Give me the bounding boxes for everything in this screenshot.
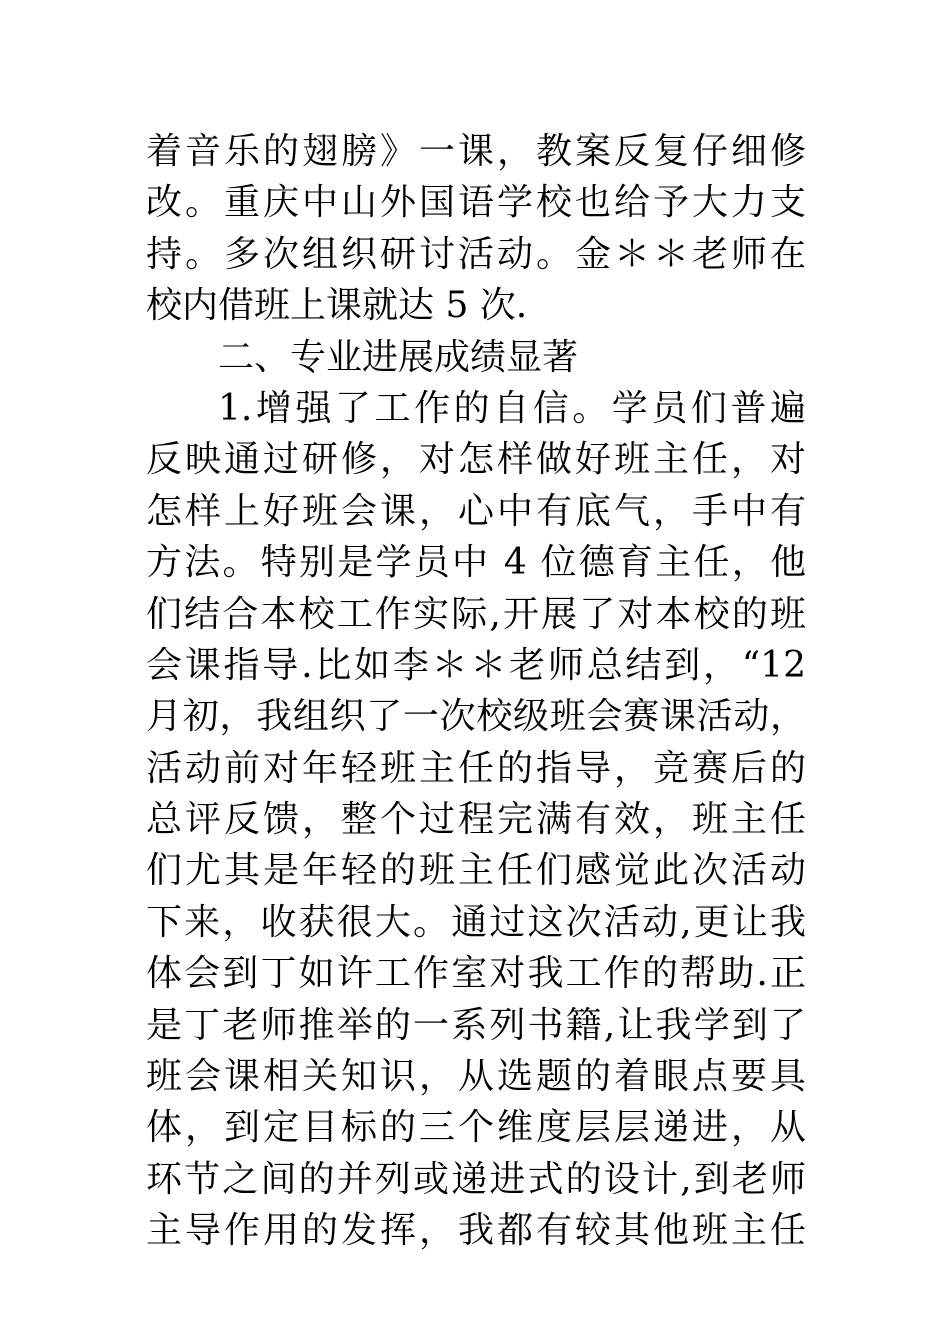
text-line: 着音乐的翅膀》一课，教案反复仔细修: [146, 131, 806, 172]
text-line: 体，到定目标的三个维度层层递进，从: [146, 1107, 806, 1149]
text-line: 下来，收获很大。通过这次活动,更让我: [146, 901, 806, 943]
text-line: 活动前对年轻班主任的指导，竞赛后的: [146, 747, 806, 789]
document-body: [146, 126, 806, 1257]
text-line: 校内借班上课就达 5 次.: [146, 285, 528, 327]
text-line: 是丁老师推举的一系列书籍,让我学到了: [146, 1004, 806, 1046]
section-heading: 二、专业进展成绩显著: [218, 336, 579, 378]
text-line: 们结合本校工作实际,开展了对本校的班: [146, 593, 806, 635]
text-line: 月初，我组织了一次校级班会赛课活动，: [146, 696, 806, 738]
text-line: 反映通过研修，对怎样做好班主任，对: [146, 439, 806, 481]
text-line: 主导作用的发挥，我都有较其他班主任: [146, 1210, 806, 1252]
text-line: 方法。特别是学员中 4 位德育主任，他: [146, 542, 806, 584]
text-line: 总评反馈，整个过程完满有效，班主任: [146, 799, 806, 841]
text-line: 环节之间的并列或递进式的设计,到老师: [146, 1158, 806, 1200]
text-line: 班会课相关知识，从选题的着眼点要具: [146, 1056, 806, 1098]
text-line: 持。多次组织研讨活动。金＊＊老师在: [146, 233, 806, 275]
text-line: 会课指导.比如李＊＊老师总结到，“12: [146, 644, 806, 686]
text-line: 怎样上好班会课，心中有底气，手中有: [146, 490, 806, 532]
text-line: 改。重庆中山外国语学校也给予大力支: [146, 182, 806, 224]
text-line: 们尤其是年轻的班主任们感觉此次活动: [146, 850, 806, 892]
paragraph-first-line: 1.增强了工作的自信。学员们普遍: [218, 387, 806, 429]
text-line: 体会到丁如许工作室对我工作的帮助.正: [146, 953, 806, 995]
